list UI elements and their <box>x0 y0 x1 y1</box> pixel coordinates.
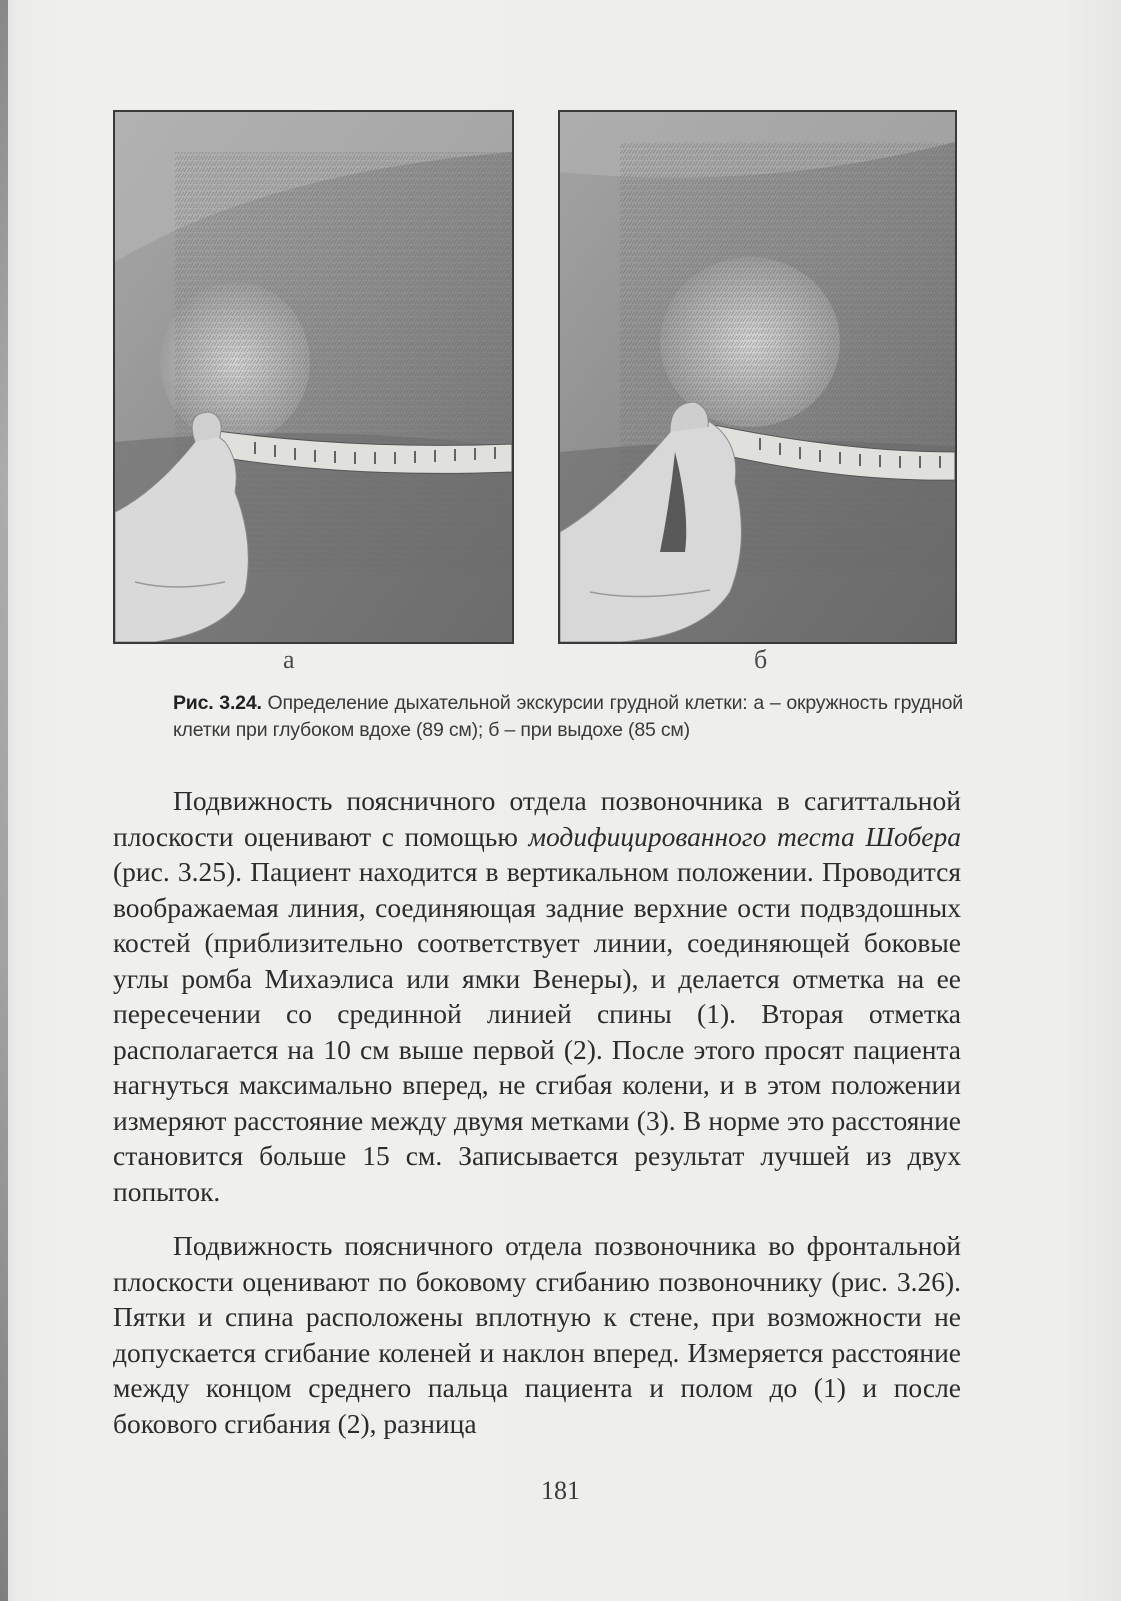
photo-b-illustration <box>560 112 955 642</box>
paragraph-1-start: Подвижность поясничного отдела позвоночника в сагиттальной плоскости оценивают с помощью <box>113 785 961 852</box>
figure-number: Рис. 3.24. <box>173 692 262 714</box>
paragraph-schober-test <box>113 783 961 1209</box>
panel-a-label: а <box>283 645 295 674</box>
paragraph-1-italic-term: модифицированного теста Шобера <box>528 820 961 852</box>
paragraph-1-rest: (рис. 3.25). Пациент находится в вертикальном положении. Проводится воображаемая линия, соединяющая задние верхние ости подвздошных костей (приблизительно соответствует линии, соединяющей боковые углы ромба Михаэлиса или ямки Венеры), и делается отметка на ее пересечении со срединной линией спины (1). Вторая отметка располагается на 10 см выше первой (2). После этого просят пациента нагнуться максимально вперед, не сгибая колени, и в этом положении измеряют расстояние между двумя метками (3). В норме это расстояние становится больше 15 см. Записывается результат лучшей из двух попыток. <box>113 856 961 1207</box>
photo-chest-exhale <box>558 110 957 644</box>
photo-a-illustration <box>115 112 512 642</box>
photo-chest-inhale <box>113 110 514 644</box>
book-spine-shadow <box>0 0 8 1601</box>
figure-caption <box>173 690 963 744</box>
panel-b-label: б <box>754 645 768 674</box>
page-number: 181 <box>541 1476 580 1505</box>
paragraph-lateral-flexion: Подвижность поясничного отдела позвоночника во фронтальной плоскости оценивают по боковому сгибанию позвоночнику (рис. 3.26). Пятки и спина расположены вплотную к стене, при возможности не допускается сгибание коленей и наклон вперед. Измеряется расстояние между концом среднего пальца пациента и полом до (1) и после бокового сгибания (2), разница <box>113 1230 961 1439</box>
figure-caption-text: Определение дыхательной экскурсии грудной клетки: а – окружность грудной клетки при глубоком вдохе (89 см); б – при выдохе (85 см) <box>173 692 963 741</box>
